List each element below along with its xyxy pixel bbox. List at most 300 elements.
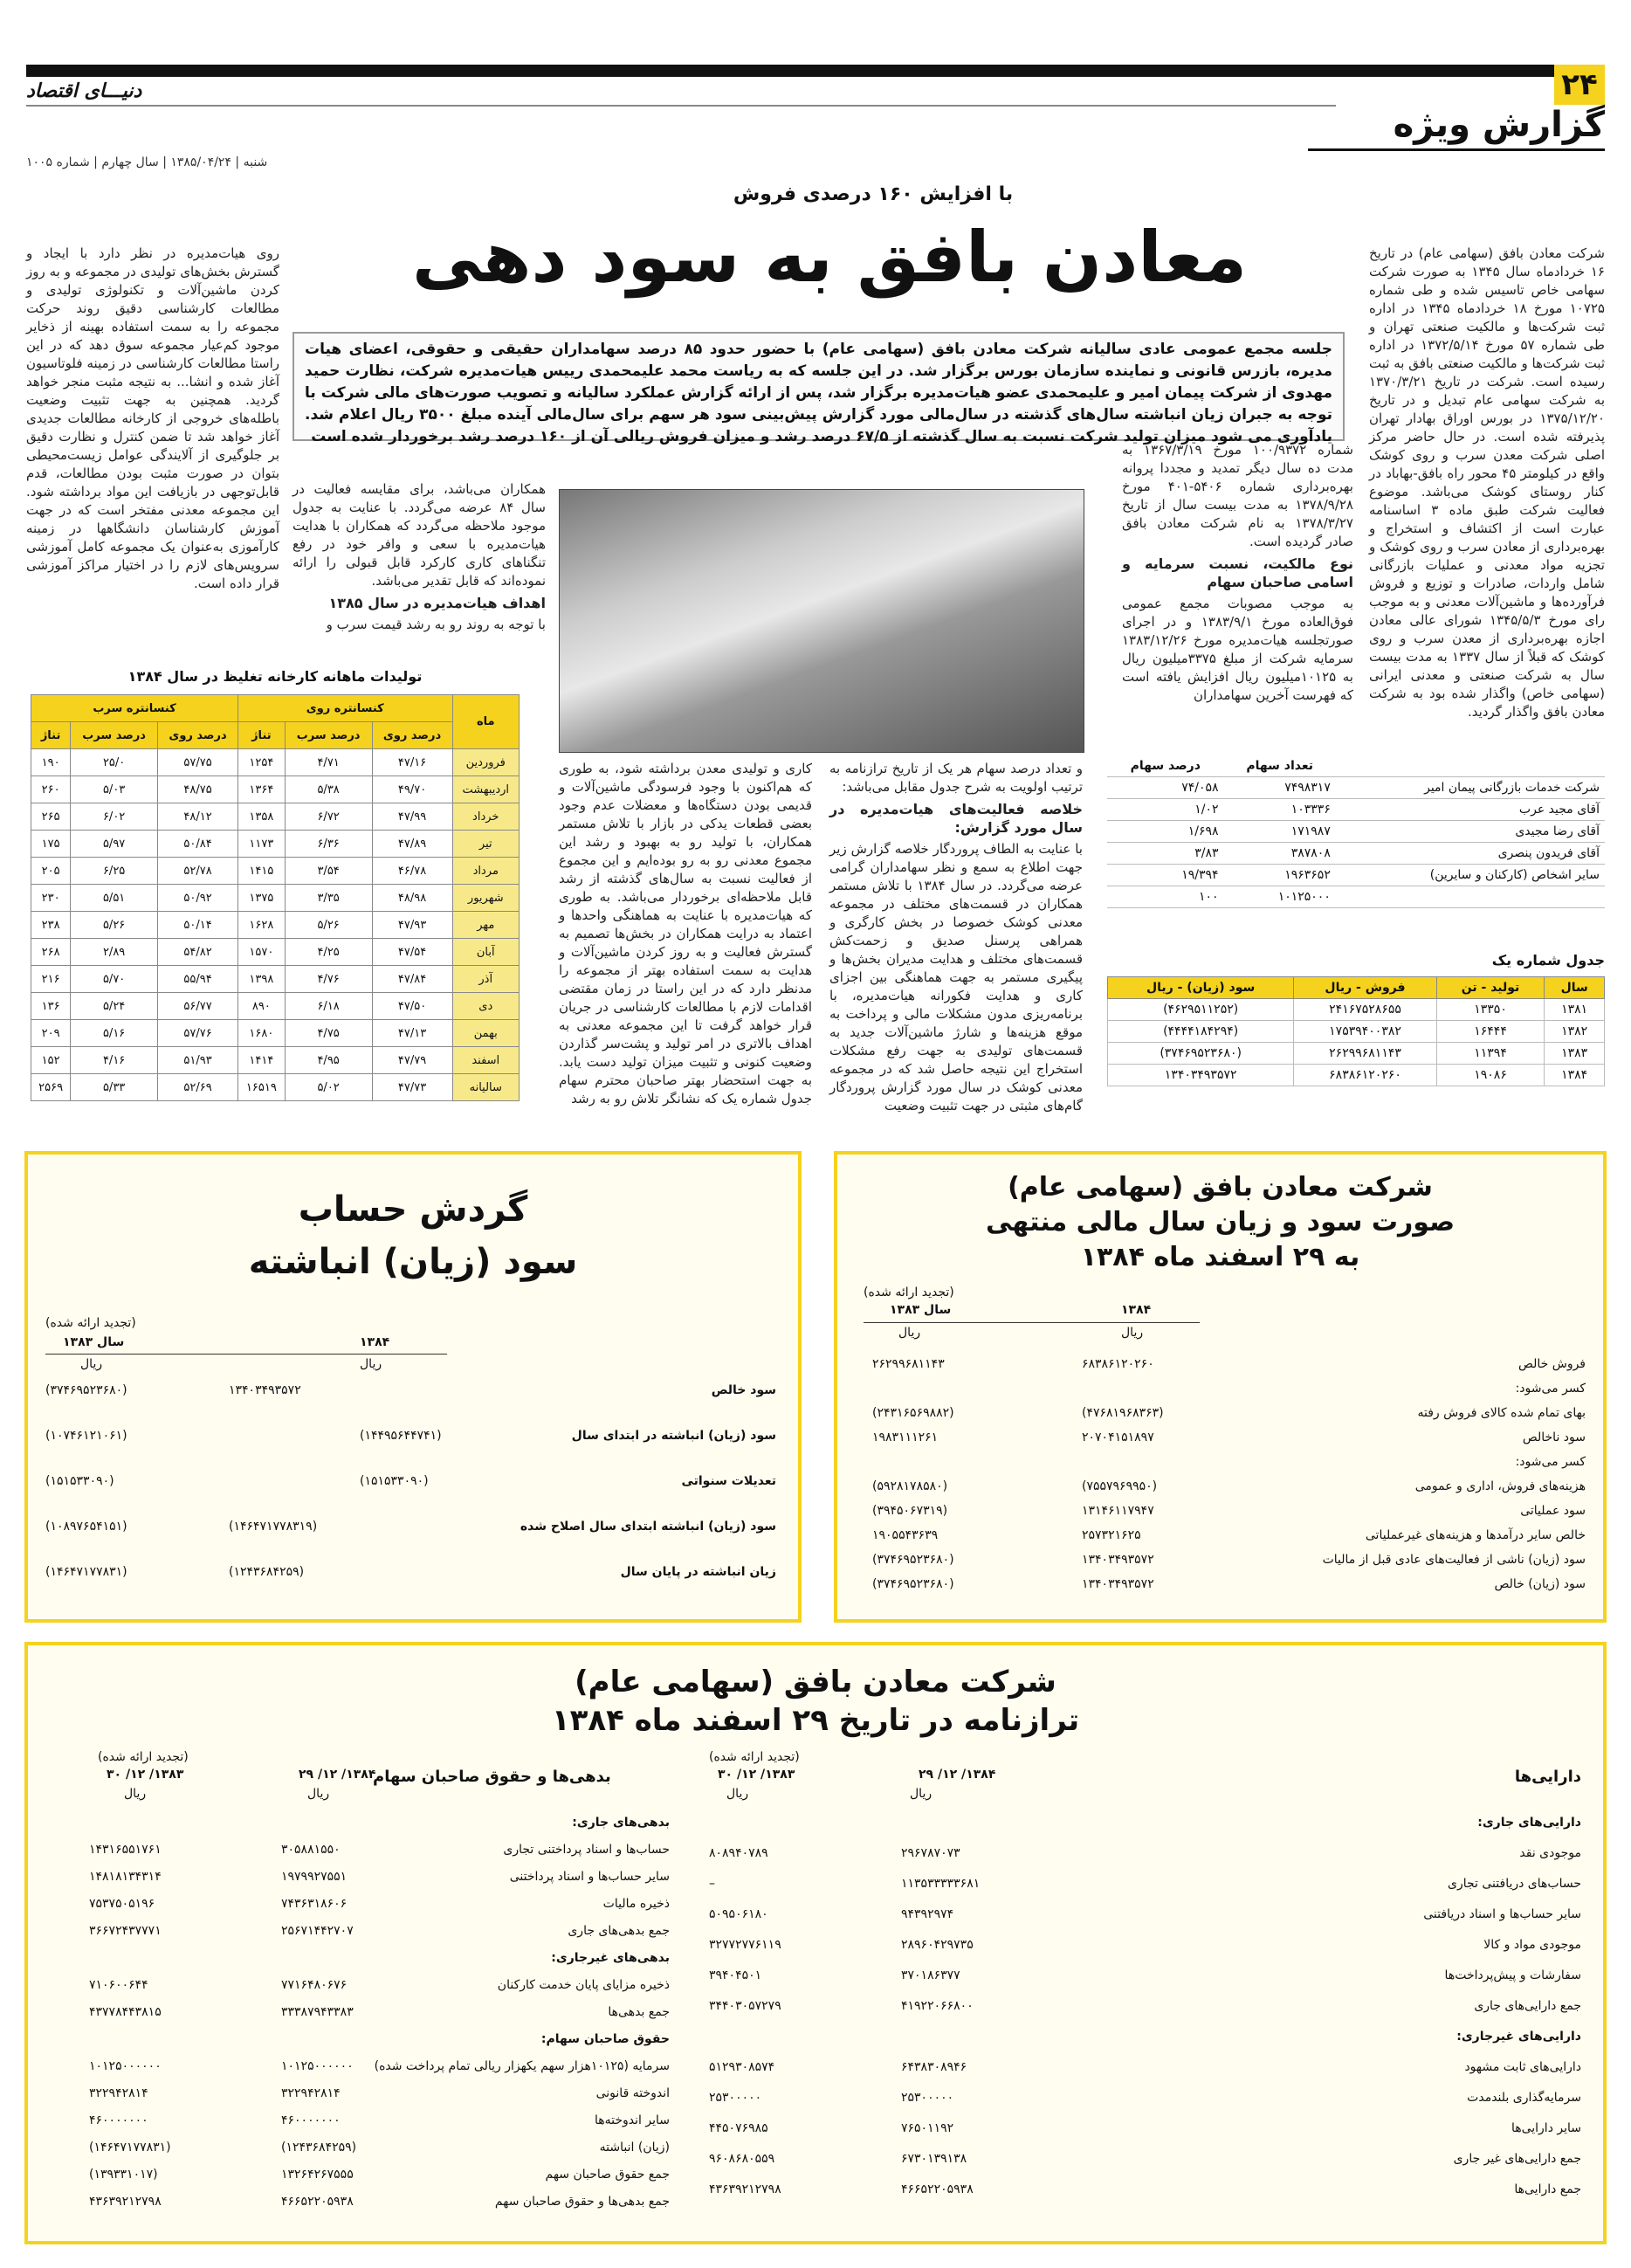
income-title-1: شرکت معادن بافق (سهامی عام)	[1008, 1172, 1433, 1203]
income-row-1383: (۵۹۲۸۱۷۸۵۸۰)	[872, 1479, 948, 1493]
paragraph: با عنایت به الطاف پروردگار خلاصه گزارش زیر جهت اطلاع به سمع و نظر سهامداران گرامی عرضه می‌گردد. در سال ۱۳۸۴ با تلاش مستمر همکاران در قسمت‌های مختلف در مجموعه معدنی کوشک خصوصا در بخش کارگری و همراهی پرسنل صدیق و زحمت‌کش قسمت‌های مختلف و هدایت مدیران بخش‌ها و پیگیری مستمر به جهت هماهنگی بین اجزای کاری و هدایت فکورانه هیات‌مدیره، با برنامه‌ریزی مدون مشکلات مالی و پرداخت به موقع هزینه‌ها و شارژ ماشین‌آلات جدید به قسمت‌های تولیدی به جهت رفع مشکلات استخراج این نتیجه حاصل شد که در مجموعه معدنی کوشک در سال مورد گزارش پروردگار گام‌های مثبتی در جهت تثبیت وضعیت	[829, 841, 1083, 1113]
assets-header: دارایی‌ها	[1514, 1768, 1581, 1786]
header-sales: فروش - ریال	[1294, 977, 1436, 999]
table-row	[1107, 821, 1605, 843]
liability-row-label: بدهی‌های غیرجاری:	[551, 1951, 670, 1965]
table-cell: ۴۷/۸۴	[372, 966, 452, 993]
asset-row-label: سرمایه‌گذاری بلندمدت	[1467, 2091, 1581, 2105]
asset-row-label: موجودی نقد	[1519, 1846, 1581, 1860]
date-1383: ۱۳۸۳/ ۱۲/ ۳۰	[718, 1768, 795, 1782]
accumulated-row-label: زیان انباشته در پایان سال	[620, 1565, 776, 1579]
table-cell: ۱۰۳۳۳۶	[1224, 799, 1336, 821]
table-cell: ۵۵/۹۴	[158, 966, 238, 993]
table-one-title: جدول شماره یک	[1491, 952, 1605, 969]
liability-row-1383: (۱۳۹۳۳۱۰۱۷)	[89, 2168, 158, 2182]
month-cell: شهریور	[452, 885, 519, 912]
table-cell: ۱۷۱۹۸۷	[1224, 821, 1336, 843]
asset-row-1384: ۶۴۳۸۳۰۸۹۴۶	[901, 2060, 967, 2074]
table-cell: ۱۷۵۳۹۴۰۰۳۸۲	[1294, 1021, 1436, 1043]
table-row	[31, 776, 520, 803]
table-cell: ۱۷۵	[31, 831, 71, 858]
income-row-1383: ۱۹۸۳۱۱۱۲۶۱	[872, 1430, 939, 1444]
income-row-1384: ۲۵۷۳۲۱۶۲۵	[1082, 1528, 1141, 1542]
asset-row-label: سایر دارایی‌ها	[1511, 2121, 1581, 2135]
table-cell: سایر اشخاص (کارکنان و سایرین)	[1336, 865, 1605, 886]
liability-row-1383: (۱۴۶۴۷۱۷۷۸۳۱)	[89, 2140, 171, 2154]
table-cell: ۴۷/۱۶	[372, 749, 452, 776]
accumulated-title-2: سود (زیان) انباشته	[248, 1242, 578, 1282]
table-cell: ۴/۹۵	[285, 1047, 372, 1074]
income-row-1384: (۴۷۶۸۱۹۶۸۳۶۳)	[1082, 1406, 1164, 1420]
income-row-1384: ۱۳۴۰۳۴۹۳۵۷۲	[1082, 1577, 1154, 1591]
balance-title-1: شرکت معادن بافق (سهامی عام)	[575, 1665, 1056, 1699]
accumulated-row-1383: (۱۵۱۵۳۳۰۹۰)	[45, 1474, 114, 1488]
liability-row-1383: ۷۵۳۷۵۰۵۱۹۶	[89, 1897, 155, 1911]
income-title-3: به ۲۹ اسفند ماه ۱۳۸۴	[1080, 1242, 1360, 1272]
table-cell: ۲۳۸	[31, 912, 71, 939]
header-production: تولید - تن	[1436, 977, 1545, 999]
unit: ریال	[80, 1357, 103, 1371]
accumulated-row-label: سود خالص	[711, 1383, 776, 1397]
table-row	[1108, 1065, 1605, 1086]
asset-row-1384: ۴۱۹۲۲۰۶۶۸۰۰	[901, 1999, 974, 2013]
liability-row-1384: ۳۳۳۸۷۹۴۳۳۸۳	[281, 2005, 354, 2019]
table-cell: ۳/۸۳	[1107, 843, 1224, 865]
table-cell: ۱۰۱۲۵۰۰۰	[1224, 886, 1336, 908]
group-lead: کنسانتره سرب	[31, 695, 238, 722]
restated-label: (تجدید ارائه شده)	[98, 1750, 189, 1764]
table-cell: ۵/۲۶	[285, 912, 372, 939]
table-cell: (۴۶۲۹۵۱۱۲۵۲)	[1108, 999, 1294, 1021]
month-cell: سالیانه	[452, 1074, 519, 1101]
accumulated-row-label: سود (زیان) انباشته ابتدای سال اصلاح شده	[520, 1520, 776, 1534]
table-cell: ۱۴۱۴	[238, 1047, 286, 1074]
header-name	[1336, 755, 1605, 777]
paragraph: کاری و تولیدی معدن برداشته شود، به طوری که هم‌اکنون با وجود فرسودگی ماشین‌آلات و قدیمی بودن دستگاه‌ها و معضلات عدم وجود بعضی قطعات یدکی در بازار با تلاش مستمر همکاران، با تولید رو به بهبود و رشد این مجموع معدنی رو به رو بوده‌ایم و این مجموع از فعالیت نسبت به سال‌های گذشته از رشد قابل ملاحظه‌ای برخوردار می‌باشد. به طوری که هیات‌مدیره با عنایت به هماهنگی واحدها و اعتماد به درایت همکاران در بخش‌ها تصمیم به گسترش فعالیت و به روز کردن ماشین‌آلات و هدایت به سمت استفاده بهتر از مجموعه را مدنظر دارد که در این راستا در زمان مقتضی اقدامات لازم با مطالعات کارشناسی در جریان قرار خواهد گرفت تا این مجموعه معدنی به اهداف بالاتری در امر تولید و پشت‌سر گذاردن وضعیت کنونی و تثبیت میزان تولید دست یابد. به جهت استحضار بهتر صاحبان محترم سهام جدول شماره یک که نشانگر تلاش رو به رشد	[559, 761, 812, 1106]
table-cell: ۵/۷۰	[71, 966, 158, 993]
table-cell: ۱۹/۳۹۴	[1107, 865, 1224, 886]
asset-row-1384: ۴۶۶۵۲۲۰۵۹۳۸	[901, 2182, 974, 2196]
asset-row-1383: –	[709, 1877, 715, 1891]
liability-row-1383: ۴۳۷۷۸۴۴۳۸۱۵	[89, 2005, 162, 2019]
month-cell: فروردین	[452, 749, 519, 776]
table-cell: ۴۷/۵۴	[372, 939, 452, 966]
income-row-label: سود (زیان) خالص	[1494, 1577, 1586, 1591]
sub-header: درصد سرب	[285, 722, 372, 749]
asset-row-1384: ۲۵۳۰۰۰۰۰	[901, 2091, 954, 2105]
liability-row-1384: ۳۰۵۸۸۱۵۵۰	[281, 1843, 341, 1857]
group-zinc: کنسانتره روی	[238, 695, 453, 722]
production-table	[31, 694, 520, 1101]
accumulated-row-1383: (۱۴۶۴۷۱۷۷۸۳۱)	[45, 1565, 127, 1579]
asset-row-1383: ۳۹۴۰۴۵۰۱	[709, 1968, 762, 1982]
table-cell	[1336, 886, 1605, 908]
table-cell: ۵۰/۸۴	[158, 831, 238, 858]
table-cell: ۵۲/۶۹	[158, 1074, 238, 1101]
table-cell: ۷۴۹۸۳۱۷	[1224, 777, 1336, 799]
paragraph: با توجه به روند رو به رشد قیمت سرب و	[326, 617, 546, 632]
liability-row-1384: ۴۶۶۵۲۲۰۵۹۳۸	[281, 2195, 354, 2209]
income-row-label: بهای تمام شده کالای فروش رفته	[1417, 1406, 1586, 1420]
header-profit: سود (زیان) - ریال	[1108, 977, 1294, 999]
liability-row-1383: ۷۱۰۶۰۰۶۴۴	[89, 1978, 148, 1992]
table-cell: ۵۷/۷۵	[158, 749, 238, 776]
table-row	[31, 993, 520, 1020]
page-number: ۲۴	[1554, 65, 1605, 105]
accumulated-box	[24, 1151, 802, 1623]
liability-row-label: حساب‌ها و اسناد پرداختنی تجاری	[503, 1843, 670, 1857]
liability-row-1383: ۳۶۶۷۲۴۳۷۷۷۱	[89, 1924, 162, 1938]
brand-logo: دنیـــای اقتصاد	[26, 80, 142, 102]
production-table-title: تولیدات ماهانه کارخانه تغلیظ در سال ۱۳۸۴	[127, 668, 423, 685]
asset-row-1384: ۲۹۶۷۸۷۰۷۳	[901, 1846, 960, 1860]
month-cell: آبان	[452, 939, 519, 966]
income-row-1384: ۱۳۴۰۳۴۹۳۵۷۲	[1082, 1553, 1154, 1567]
table-cell: ۱۳۸۳	[1545, 1043, 1605, 1065]
table-cell: ۱۳۶	[31, 993, 71, 1020]
table-cell: ۵/۰۳	[71, 776, 158, 803]
month-cell: اسفند	[452, 1047, 519, 1074]
subheading: خلاصه فعالیت‌های هیات‌مدیره در سال مورد گزارش:	[829, 801, 1083, 836]
table-row	[1107, 865, 1605, 886]
table-cell: ۴۹/۷۰	[372, 776, 452, 803]
income-row-1383: (۲۴۳۱۶۵۶۹۸۸۲)	[872, 1406, 954, 1420]
liability-row-1384: ۷۴۳۶۳۱۸۶۰۶	[281, 1897, 348, 1911]
liability-row-1383: ۱۴۳۱۶۵۵۱۷۶۱	[89, 1843, 162, 1857]
table-cell: ۲۳۰	[31, 885, 71, 912]
restated-label: (تجدید ارائه شده)	[709, 1750, 800, 1764]
table-cell: ۲۴۱۶۷۵۲۸۶۵۵	[1294, 999, 1436, 1021]
section-underline	[1308, 148, 1605, 151]
section-title: گزارش ویژه	[1393, 105, 1605, 145]
asset-row-label: سایر حساب‌ها و اسناد دریافتنی	[1423, 1907, 1581, 1921]
table-cell: ۴/۷۶	[285, 966, 372, 993]
income-row-1383: ۱۹۰۵۵۴۳۶۳۹	[872, 1528, 939, 1542]
month-cell: مهر	[452, 912, 519, 939]
asset-row-1384: ۲۸۹۶۰۴۲۹۷۳۵	[901, 1938, 974, 1952]
table-cell: (۳۷۴۶۹۵۲۳۶۸۰)	[1108, 1043, 1294, 1065]
table-cell: ۳/۵۴	[285, 858, 372, 885]
mine-ore-photo	[559, 489, 1084, 753]
asset-row-1383: ۳۲۷۷۲۷۷۶۱۱۹	[709, 1938, 781, 1952]
kicker: با افزایش ۱۶۰ درصدی فروش	[733, 183, 1014, 205]
liabilities-header: بدهی‌ها و حقوق صاحبان سهام	[373, 1768, 611, 1786]
liability-row-label: جمع بدهی‌ها	[608, 2005, 670, 2019]
table-cell: ۷۴/۰۵۸	[1107, 777, 1224, 799]
liability-row-1383: ۴۶۰۰۰۰۰۰۰	[89, 2113, 148, 2127]
article-column-center-2	[829, 760, 1083, 1115]
liability-row-1383: ۳۲۲۹۴۲۸۱۴	[89, 2086, 148, 2100]
income-statement-box	[834, 1151, 1607, 1623]
asset-row-label: دارایی‌های غیرجاری:	[1456, 2030, 1581, 2044]
table-cell: ۱۳۵۸	[238, 803, 286, 831]
article-column-left	[26, 245, 279, 593]
income-title-2: صورت سود و زیان سال مالی منتهی	[985, 1207, 1456, 1237]
asset-row-label: دارایی‌های ثابت مشهود	[1464, 2060, 1581, 2074]
table-cell: ۱۰۰	[1107, 886, 1224, 908]
unit: ریال	[1121, 1326, 1144, 1340]
liability-row-1383: ۱۰۱۲۵۰۰۰۰۰۰	[89, 2059, 162, 2073]
table-cell: ۲۶۲۹۹۶۸۱۱۴۳	[1294, 1043, 1436, 1065]
article-column-center-1	[559, 760, 812, 1108]
income-row-label: فروش خالص	[1517, 1357, 1586, 1371]
table-cell: ۱۳۷۵	[238, 885, 286, 912]
header-shares: تعداد سهام	[1224, 755, 1336, 777]
dateline: شنبه | ۱۳۸۵/۰۴/۲۴ | سال چهارم | شماره ۱۰۰۵	[26, 155, 268, 169]
asset-row-1384: ۷۶۵۰۱۱۹۲	[901, 2121, 954, 2135]
restated-label: (تجدید ارائه شده)	[864, 1286, 954, 1299]
accumulated-row-1384-b: (۱۲۴۳۶۸۴۲۵۹)	[229, 1565, 305, 1579]
table-cell: ۲۱۶	[31, 966, 71, 993]
table-cell: ۵/۱۶	[71, 1020, 158, 1047]
table-cell: ۶/۳۶	[285, 831, 372, 858]
sub-header: درصد سرب	[71, 722, 158, 749]
col-1383: سال ۱۳۸۳	[890, 1303, 952, 1317]
unit: ریال	[898, 1326, 921, 1340]
month-cell: اردیبهشت	[452, 776, 519, 803]
month-cell: تیر	[452, 831, 519, 858]
table-cell: ۵۴/۸۲	[158, 939, 238, 966]
table-cell: ۶/۱۸	[285, 993, 372, 1020]
table-row	[31, 1047, 520, 1074]
paragraph: شماره ۱۰۰/۹۳۷۲ مورخ ۱۳۶۷/۳/۱۹ به مدت ده سال دیگر تمدید و مجددا پروانه بهره‌برداری شماره ۵۴۰۶-۴۰۱ مورخ ۱۳۷۸/۹/۲۸ به مدت بیست سال از تاریخ ۱۳۷۸/۳/۲۷ به نام شرکت معادن بافق صادر گردیده است.	[1122, 442, 1353, 549]
headline: معادن بافق به سود دهی	[412, 217, 1247, 298]
liability-row-label: جمع بدهی‌های جاری	[568, 1924, 670, 1938]
asset-row-1383: ۵۰۹۵۰۶۱۸۰	[709, 1907, 768, 1921]
table-row	[1108, 1043, 1605, 1065]
table-cell: ۱۳۸۲	[1545, 1021, 1605, 1043]
income-row-label: سود ناخالص	[1522, 1430, 1586, 1444]
top-rule	[26, 65, 1605, 77]
table-cell: ۱۱۷۳	[238, 831, 286, 858]
table-cell: ۲۵/۰	[71, 749, 158, 776]
table-cell: ۱۳۸۱	[1545, 999, 1605, 1021]
liability-row-1384: ۱۳۲۶۴۲۶۷۵۵۵	[281, 2168, 354, 2182]
balance-sheet-box	[24, 1642, 1607, 2244]
table-cell: آقای فریدون پنصری	[1336, 843, 1605, 865]
table-cell: ۱۶۴۴۴	[1436, 1021, 1545, 1043]
asset-row-label: جمع دارایی‌های جاری	[1474, 1999, 1581, 2013]
table-cell: ۴۷/۹۳	[372, 912, 452, 939]
income-row-1384: ۲۰۷۰۴۱۵۱۸۹۷	[1082, 1430, 1154, 1444]
table-cell: ۱۹۰۸۶	[1436, 1065, 1545, 1086]
table-cell: ۱۵۲	[31, 1047, 71, 1074]
table-cell: ۴۶/۷۸	[372, 858, 452, 885]
liability-row-label: سرمایه (۱۰۱۲۵هزار سهم یکهزار ریالی تمام پرداخت شده)	[374, 2059, 670, 2073]
table-cell: آقای مجید عرب	[1336, 799, 1605, 821]
liability-row-1384: ۷۷۱۶۴۸۰۶۷۶	[281, 1978, 348, 1992]
header-rule	[45, 1354, 447, 1355]
table-cell: ۸۹۰	[238, 993, 286, 1020]
accumulated-row-1383: (۱۰۷۴۶۱۲۱۰۶۱)	[45, 1429, 127, 1443]
income-row-label: خالص سایر درآمدها و هزینه‌های غیرعملیاتی	[1365, 1528, 1586, 1542]
table-cell: ۴۸/۱۲	[158, 803, 238, 831]
table-cell: ۴/۷۵	[285, 1020, 372, 1047]
asset-row-label: حساب‌های دریافتنی تجاری	[1448, 1877, 1581, 1891]
table-cell: ۲۶۰	[31, 776, 71, 803]
table-cell: ۱۳۶۴	[238, 776, 286, 803]
table-cell: ۴۸/۷۵	[158, 776, 238, 803]
liability-row-1383: ۴۳۶۳۹۲۱۲۷۹۸	[89, 2195, 162, 2209]
liability-row-label: سایر حساب‌ها و اسناد پرداختنی	[509, 1870, 670, 1884]
income-row-1384: (۷۵۵۷۹۶۹۹۵۰)	[1082, 1479, 1158, 1493]
table-row	[1108, 1021, 1605, 1043]
col-1384: ۱۳۸۴	[360, 1335, 390, 1349]
masthead-divider	[26, 105, 1336, 107]
accumulated-title-1: گردش حساب	[298, 1189, 528, 1230]
income-row-label: کسر می‌شود:	[1515, 1382, 1586, 1396]
income-row-label: هزینه‌های فروش، اداری و عمومی	[1414, 1479, 1586, 1493]
asset-row-label: جمع دارایی‌های غیر جاری	[1453, 2152, 1581, 2166]
liability-row-1384: ۳۲۲۹۴۲۸۱۴	[281, 2086, 341, 2100]
accumulated-row-1383: (۱۰۸۹۷۶۵۴۱۵۱)	[45, 1520, 127, 1534]
asset-row-1384: ۹۴۳۹۲۹۷۴	[901, 1907, 954, 1921]
asset-row-1383: ۲۵۳۰۰۰۰۰	[709, 2091, 762, 2105]
table-cell: ۳/۳۵	[285, 885, 372, 912]
table-cell: ۵/۳۳	[71, 1074, 158, 1101]
table-row	[31, 912, 520, 939]
table-cell: ۱/۰۲	[1107, 799, 1224, 821]
sub-header: تناژ	[31, 722, 71, 749]
table-cell: ۵/۰۲	[285, 1074, 372, 1101]
income-row-1383: ۲۶۲۹۹۶۸۱۱۴۳	[872, 1357, 945, 1371]
header-rule	[864, 1322, 1200, 1323]
table-cell: ۱۵۷۰	[238, 939, 286, 966]
month-cell: مرداد	[452, 858, 519, 885]
month-cell: آذر	[452, 966, 519, 993]
liability-row-label: اندوخته قانونی	[595, 2086, 670, 2100]
table-row	[31, 858, 520, 885]
table-cell: ۴/۱۶	[71, 1047, 158, 1074]
liability-row-1384: (۱۲۴۳۶۸۴۲۵۹)	[281, 2140, 357, 2154]
table-cell: ۴/۲۵	[285, 939, 372, 966]
table-cell: ۵۲/۷۸	[158, 858, 238, 885]
lead-paragraph: جلسه مجمع عمومی عادی سالیانه شرکت معادن بافق (سهامی عام) با حضور حدود ۸۵ درصد سهامداران حقیقی و حقوقی، اعضای هیات مدیره، بازرس قانونی و نماینده سازمان بورس برگزار شد. در این جلسه که به ریاست محمد علیمحمدی رییس هیات‌مدیره شرکت، نظارت حمید مهدوی از شرکت پیمان امیر و علیمحمدی عضو هیات‌مدیره برگزار شد، پس از ارائه گزارش عملکرد سالیانه و تصویب صورت‌های مالی شرکت با توجه به جبران زیان انباشته سال‌های گذشته در سال‌مالی مورد گزارش پیش‌بینی سود هر سهم برای سال‌مالی آینده مبلغ ۳۵۰۰ ریال اعلام شد. یادآوری می شود میزان تولید شرکت نسبت به سال گذشته از ۶۷/۵ درصد رشد و میزان فروش ریالی آن از ۱۶۰ درصد رشد برخوردار شده است	[292, 332, 1345, 441]
liability-row-label: (زیان) انباشته	[599, 2140, 670, 2154]
table-cell: ۵/۲۶	[71, 912, 158, 939]
table-cell: ۴۷/۵۰	[372, 993, 452, 1020]
income-row-label: سود عملیاتی	[1520, 1504, 1586, 1518]
asset-row-1383: ۸۰۸۹۴۰۷۸۹	[709, 1846, 768, 1860]
asset-row-1383: ۴۴۵۰۷۶۹۸۵	[709, 2121, 768, 2135]
table-cell: ۵۱/۹۳	[158, 1047, 238, 1074]
table-cell: ۵/۵۱	[71, 885, 158, 912]
table-cell: ۴۷/۷۳	[372, 1074, 452, 1101]
income-row-1383: (۳۷۴۶۹۵۲۳۶۸۰)	[872, 1553, 954, 1567]
table-cell: شرکت خدمات بازرگانی پیمان امیر	[1336, 777, 1605, 799]
table-cell: ۱۱۳۹۴	[1436, 1043, 1545, 1065]
restated-label: (تجدید ارائه شده)	[45, 1316, 136, 1330]
month-cell: دی	[452, 993, 519, 1020]
table-cell: ۲۵۶۹	[31, 1074, 71, 1101]
date-1384: ۱۳۸۴/ ۱۲/ ۲۹	[299, 1768, 376, 1782]
table-cell: ۵۰/۱۴	[158, 912, 238, 939]
asset-row-1384: ۶۷۳۰۱۳۹۱۳۸	[901, 2152, 967, 2166]
income-row-1384: ۱۳۱۴۶۱۱۷۹۴۷	[1082, 1504, 1154, 1518]
accumulated-row-1384-b: ۱۳۴۰۳۴۹۳۵۷۲	[229, 1383, 301, 1397]
asset-row-label: موجودی مواد و کالا	[1483, 1938, 1581, 1952]
sub-header: درصد روی	[372, 722, 452, 749]
table-cell: ۲۶۵	[31, 803, 71, 831]
month-cell: بهمن	[452, 1020, 519, 1047]
asset-row-1383: ۵۱۲۹۳۰۸۵۷۴	[709, 2060, 775, 2074]
table-cell: ۱۳۳۵۰	[1436, 999, 1545, 1021]
table-cell: ۱۳۹۸	[238, 966, 286, 993]
liability-row-1384: ۴۶۰۰۰۰۰۰۰	[281, 2113, 341, 2127]
income-row-label: کسر می‌شود:	[1515, 1455, 1586, 1469]
accumulated-row-1384-a: (۱۴۴۹۵۶۴۴۷۴۱)	[360, 1429, 442, 1443]
liability-row-label: بدهی‌های جاری:	[572, 1816, 670, 1830]
table-cell: ۱۳۴۰۳۴۹۳۵۷۲	[1108, 1065, 1294, 1086]
accumulated-row-label: تعدیلات سنواتی	[681, 1474, 776, 1488]
table-row	[1107, 777, 1605, 799]
table-cell: ۴۷/۸۹	[372, 831, 452, 858]
liability-row-label: ذخیره مالیات	[602, 1897, 670, 1911]
paragraph: روی هیات‌مدیره در نظر دارد با ایجاد و گسترش بخش‌های تولیدی در مجموعه و به روز کردن ماشین‌آلات و تکنولوژی تولیدی و مطالعات کارشناسی دقیق روند حرکت مجموعه را به سمت استفاده بهینه از ذخایر موجود کم‌عیار مجموعه سوق دهد که در این راستا مطالعات کارشناسی در زمینه فلوتاسیون آغاز شده و انشا... به نتیجه مثبت منجر خواهد گردید. همچنین به جهت تثبیت وضعیت باطله‌های خروجی از کارخانه مطالعات جدیدی آغاز خواهد شد تا ضمن کنترل و نظارت دقیق بر جلوگیری از آلایندگی عوامل زیست‌محیطی بتوان در صورت مثبت بودن مطالعات، قدم قابل‌توجهی در بازیافت این مواد برداشته شود. این مجموعه معدنی مفتخر است که در جهت آموزش کارشناسان دانشگاهها در زمینه کارآموزی به‌عنوان یک مجموعه کامل آموزشی سرویس‌های لازم را در اختیار مراکز آموزشی قرار داده است.	[26, 245, 279, 591]
table-cell: ۶/۰۲	[71, 803, 158, 831]
unit: ریال	[910, 1787, 932, 1801]
table-cell: (۴۴۴۴۱۸۴۲۹۴)	[1108, 1021, 1294, 1043]
article-column-right	[1369, 245, 1605, 721]
liability-row-label: سایر اندوخته‌ها	[595, 2113, 670, 2127]
table-cell: ۲۰۵	[31, 858, 71, 885]
asset-row-label: جمع دارایی‌ها	[1514, 2182, 1581, 2196]
table-cell: ۴/۷۱	[285, 749, 372, 776]
liability-row-label: جمع حقوق صاحبان سهم	[545, 2168, 670, 2182]
table-cell: ۱۶۲۸	[238, 912, 286, 939]
table-row	[31, 939, 520, 966]
table-cell: ۵/۳۸	[285, 776, 372, 803]
table-row	[31, 749, 520, 776]
table-row	[1107, 799, 1605, 821]
sub-header: تناژ	[238, 722, 286, 749]
income-row-1383: (۳۹۴۵۰۶۷۳۱۹)	[872, 1504, 948, 1518]
shareholders-table	[1107, 755, 1605, 908]
col-1383: سال ۱۳۸۳	[63, 1335, 125, 1349]
table-cell: ۳۸۷۸۰۸	[1224, 843, 1336, 865]
table-cell: ۵/۹۷	[71, 831, 158, 858]
table-cell: ۱/۶۹۸	[1107, 821, 1224, 843]
table-cell: ۵/۲۴	[71, 993, 158, 1020]
date-1384: ۱۳۸۴/ ۱۲/ ۲۹	[919, 1768, 996, 1782]
table-cell: ۶/۲۵	[71, 858, 158, 885]
paragraph: همکاران می‌باشد، برای مقایسه فعالیت در سال ۸۴ عرضه می‌گردد. با عنایت به جدول موجود ملاحظه می‌گردد که همکاران با هدایت هیات‌مدیره با سعی و وافر خود در رفع تنگناهای کاری کارکرد قابل قبولی را ارائه نموده‌اند که قابل تقدیر می‌باشد.	[292, 481, 546, 589]
table-cell: آقای رضا مجیدی	[1336, 821, 1605, 843]
paragraph: و تعداد درصد سهام هر یک از تاریخ ترازنامه به ترتیب اولویت به شرح جدول مقابل می‌باشد:	[829, 761, 1083, 795]
header-percent: درصد سهام	[1107, 755, 1224, 777]
asset-row-label: دارایی‌های جاری:	[1477, 1816, 1581, 1830]
asset-row-1384: ۳۷۰۱۸۶۳۷۷	[901, 1968, 960, 1982]
liability-row-1384: ۱۰۱۲۵۰۰۰۰۰۰	[281, 2059, 354, 2073]
income-row-label: سود (زیان) ناشی از فعالیت‌های عادی قبل از مالیات	[1322, 1553, 1586, 1567]
asset-row-1383: ۳۴۴۰۳۰۵۷۲۷۹	[709, 1999, 781, 2013]
table-cell: ۲۰۹	[31, 1020, 71, 1047]
header-year: سال	[1545, 977, 1605, 999]
accumulated-row-1384-b: (۱۴۶۴۷۱۷۷۸۳۱۹)	[229, 1520, 318, 1534]
table-cell: ۶/۷۲	[285, 803, 372, 831]
liability-row-label: جمع بدهی‌ها و حقوق صاحبان سهم	[494, 2195, 670, 2209]
table-cell: ۵۶/۷۷	[158, 993, 238, 1020]
col-1384: ۱۳۸۴	[1121, 1303, 1152, 1317]
table-cell: ۱۴۱۵	[238, 858, 286, 885]
table-cell: ۱۲۵۴	[238, 749, 286, 776]
table-one	[1107, 976, 1605, 1086]
income-row-1383: (۳۷۴۶۹۵۲۳۶۸۰)	[872, 1577, 954, 1591]
table-row	[31, 885, 520, 912]
table-cell: ۵۰/۹۲	[158, 885, 238, 912]
table-row	[31, 831, 520, 858]
subheading: نوع مالکیت، نسبت سرمایه و اسامی صاحبان سهام	[1122, 555, 1353, 590]
